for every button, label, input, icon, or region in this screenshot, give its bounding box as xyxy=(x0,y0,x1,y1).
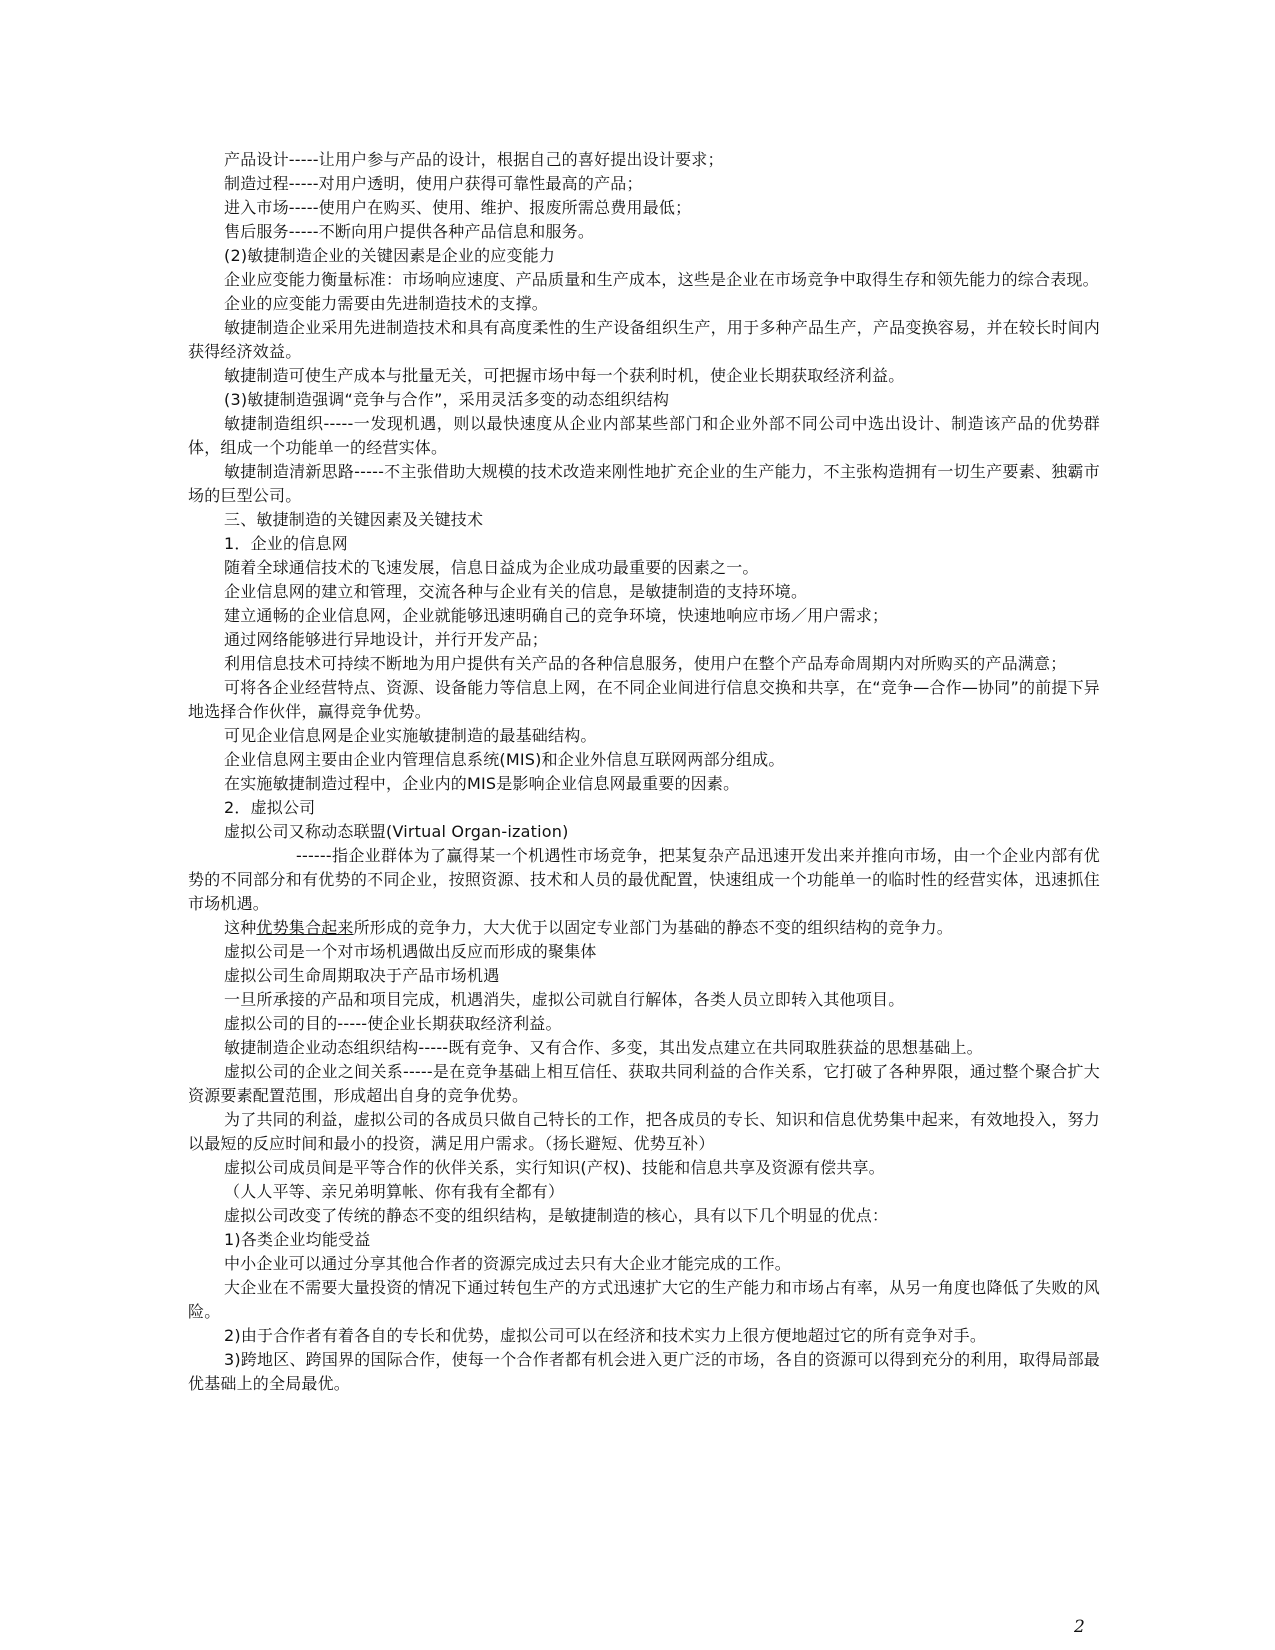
paragraph: 建立通畅的企业信息网，企业就能够迅速明确自己的竞争环境，快速地响应市场／用户需求； xyxy=(224,606,889,625)
paragraph: （人人平等、亲兄弟明算帐、你有我有全都有） xyxy=(224,1182,565,1201)
paragraph: 为了共同的利益，虚拟公司的各成员只做自己特长的工作，把各成员的专长、知识和信息优势集中起来，有效地投入，努力以最短的反应时间和最小的投资，满足用户需求。（扬长避短、优势互补） xyxy=(188,1110,1100,1153)
paragraph: 敏捷制造清新思路-----不主张借助大规模的技术改造来刚性地扩充企业的生产能力，不主张构造拥有一切生产要素、独霸市场的巨型公司。 xyxy=(188,462,1100,505)
paragraph: 敏捷制造组织-----一发现机遇，则以最快速度从企业内部某些部门和企业外部不同公司中选出设计、制造该产品的优势群体，组成一个功能单一的经营实体。 xyxy=(188,414,1100,457)
paragraph: 敏捷制造企业动态组织结构-----既有竞争、又有合作、多变，其出发点建立在共同取胜获益的思想基础上。 xyxy=(224,1038,983,1057)
paragraph: 可见企业信息网是企业实施敏捷制造的最基础结构。 xyxy=(224,726,597,745)
paragraph: 企业信息网的建立和管理，交流各种与企业有关的信息，是敏捷制造的支持环境。 xyxy=(224,582,808,601)
paragraph: 售后服务-----不断向用户提供各种产品信息和服务。 xyxy=(224,222,595,241)
paragraph: 产品设计-----让用户参与产品的设计，根据自己的喜好提出设计要求； xyxy=(224,150,724,169)
paragraph: 虚拟公司生命周期取决于产品市场机遇 xyxy=(224,966,500,985)
paragraph xyxy=(188,916,1100,940)
paragraph: 虚拟公司又称动态联盟(Virtual Organ-ization) xyxy=(224,822,569,841)
paragraph: 利用信息技术可持续不断地为用户提供有关产品的各种信息服务，使用户在整个产品寿命周期内对所购买的产品满意； xyxy=(224,654,1067,673)
paragraph: 企业信息网主要由企业内管理信息系统(MIS)和企业外信息互联网两部分组成。 xyxy=(224,750,785,769)
paragraph: 制造过程-----对用户透明，使用户获得可靠性最高的产品； xyxy=(224,174,643,193)
paragraph: ------指企业群体为了赢得某一个机遇性市场竞争，把某复杂产品迅速开发出来并推向市场，由一个企业内部有优势的不同部分和有优势的不同企业，按照资源、技术和人员的最优配置，快速组成一个功能单一的临时性的经营实体，迅速抓住市场机遇。 xyxy=(188,846,1100,913)
document-body xyxy=(188,148,1100,1396)
paragraph: 虚拟公司的目的-----使企业长期获取经济利益。 xyxy=(224,1014,562,1033)
paragraph: 虚拟公司改变了传统的静态不变的组织结构，是敏捷制造的核心，具有以下几个明显的优点： xyxy=(224,1206,889,1225)
paragraph: 通过网络能够进行异地设计，并行开发产品； xyxy=(224,630,549,649)
underlined-text: 优势集合起来 xyxy=(256,918,354,937)
paragraph: 企业应变能力衡量标准：市场响应速度、产品质量和生产成本，这些是企业在市场竞争中取得生存和领先能力的综合表现。 xyxy=(224,270,1099,289)
paragraph: 一旦所承接的产品和项目完成，机遇消失，虚拟公司就自行解体，各类人员立即转入其他项目。 xyxy=(224,990,905,1009)
paragraph: 虚拟公司的企业之间关系-----是在竞争基础上相互信任、获取共同利益的合作关系，它打破了各种界限，通过整个聚合扩大资源要素配置范围，形成超出自身的竞争优势。 xyxy=(188,1062,1100,1105)
text-run: 所形成的竞争力，大大优于以固定专业部门为基础的静态不变的组织结构的竞争力。 xyxy=(353,918,954,937)
chapter-heading: 三、敏捷制造的关键因素及关键技术 xyxy=(224,510,484,529)
text-run: 这种 xyxy=(224,918,257,937)
paragraph: 虚拟公司是一个对市场机遇做出反应而形成的聚集体 xyxy=(224,942,597,961)
paragraph: 敏捷制造可使生产成本与批量无关，可把握市场中每一个获利时机，使企业长期获取经济利益。 xyxy=(224,366,905,385)
paragraph: 敏捷制造企业采用先进制造技术和具有高度柔性的生产设备组织生产，用于多种产品生产，产品变换容易，并在较长时间内获得经济效益。 xyxy=(188,318,1100,361)
section-heading: 1．企业的信息网 xyxy=(224,534,348,553)
section-heading: (2)敏捷制造企业的关键因素是企业的应变能力 xyxy=(224,246,556,265)
page-number: 2 xyxy=(1074,1617,1085,1637)
paragraph: 中小企业可以通过分享其他合作者的资源完成过去只有大企业才能完成的工作。 xyxy=(224,1254,792,1273)
list-item: 3)跨地区、跨国界的国际合作，使每一个合作者都有机会进入更广泛的市场，各自的资源可以得到充分的利用，取得局部最优基础上的全局最优。 xyxy=(188,1350,1100,1393)
paragraph: 企业的应变能力需要由先进制造技术的支撑。 xyxy=(224,294,549,313)
paragraph: 虚拟公司成员间是平等合作的伙伴关系，实行知识(产权)、技能和信息共享及资源有偿共享。 xyxy=(224,1158,885,1177)
section-heading: 2．虚拟公司 xyxy=(224,798,316,817)
paragraph: 可将各企业经营特点、资源、设备能力等信息上网，在不同企业间进行信息交换和共享，在“竞争—合作—协同”的前提下异地选择合作伙伴，赢得竞争优势。 xyxy=(188,678,1100,721)
list-item: 2)由于合作者有着各自的专长和优势，虚拟公司可以在经济和技术实力上很方便地超过它的所有竞争对手。 xyxy=(224,1326,987,1345)
section-heading: (3)敏捷制造强调“竞争与合作”，采用灵活多变的动态组织结构 xyxy=(224,390,670,409)
list-item: 1)各类企业均能受益 xyxy=(224,1230,371,1249)
paragraph: 进入市场-----使用户在购买、使用、维护、报废所需总费用最低； xyxy=(224,198,692,217)
paragraph: 在实施敏捷制造过程中，企业内的MIS是影响企业信息网最重要的因素。 xyxy=(224,774,740,793)
paragraph: 大企业在不需要大量投资的情况下通过转包生产的方式迅速扩大它的生产能力和市场占有率，从另一角度也降低了失败的风险。 xyxy=(188,1278,1100,1321)
paragraph: 随着全球通信技术的飞速发展，信息日益成为企业成功最重要的因素之一。 xyxy=(224,558,759,577)
